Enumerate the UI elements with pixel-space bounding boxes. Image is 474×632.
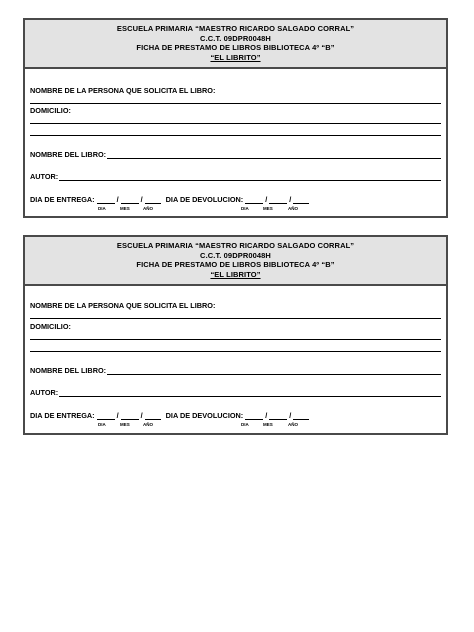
devolucion-dia-field[interactable] xyxy=(245,196,263,204)
autor-label: AUTOR: xyxy=(30,388,59,397)
devolucion-label: DIA DE DEVOLUCION: xyxy=(165,195,244,204)
solicitante-row xyxy=(30,300,441,310)
school-name: ESCUELA PRIMARIA “MAESTRO RICARDO SALGADO CORRAL” xyxy=(116,24,355,33)
date-separator: / xyxy=(116,411,119,420)
date-separator: / xyxy=(289,195,292,204)
entrega-dia-field[interactable] xyxy=(97,412,115,420)
devolucion-mes-field[interactable] xyxy=(269,196,287,204)
devolucion-dia-caption: DIA xyxy=(241,422,249,427)
form-title: FICHA DE PRESTAMO DE LIBROS BIBLIOTECA 4º “B” xyxy=(136,43,335,52)
domicilio-line-2[interactable] xyxy=(30,135,441,136)
entrega-anio-caption: AÑO xyxy=(143,422,153,427)
devolucion-anio-field[interactable] xyxy=(293,412,309,420)
devolucion-dia-field[interactable] xyxy=(245,412,263,420)
autor-row xyxy=(30,171,441,181)
card-body xyxy=(25,69,446,216)
date-separator: / xyxy=(140,411,143,420)
domicilio-line-1[interactable] xyxy=(30,123,441,124)
entrega-label: DIA DE ENTREGA: xyxy=(30,195,95,204)
date-separator: / xyxy=(289,411,292,420)
domicilio-label: DOMICILIO: xyxy=(30,106,71,115)
entrega-anio-caption: AÑO xyxy=(143,206,153,211)
entrega-mes-caption: MES xyxy=(120,206,130,211)
library-name: “EL LIBRITO” xyxy=(210,52,261,62)
entrega-dia-caption: DIA xyxy=(98,206,106,211)
entrega-dia-field[interactable] xyxy=(97,196,115,204)
autor-label: AUTOR: xyxy=(30,172,59,181)
entrega-anio-field[interactable] xyxy=(145,412,161,420)
dates-row xyxy=(30,410,309,420)
libro-row xyxy=(30,365,441,375)
libro-line[interactable] xyxy=(107,367,441,375)
card-header xyxy=(25,20,446,69)
domicilio-row xyxy=(30,321,441,331)
entrega-mes-field[interactable] xyxy=(121,196,139,204)
entrega-mes-field[interactable] xyxy=(121,412,139,420)
devolucion-anio-caption: AÑO xyxy=(288,206,298,211)
devolucion-mes-caption: MES xyxy=(263,422,273,427)
school-cct: C.C.T. 09DPR0048H xyxy=(200,250,271,260)
entrega-anio-field[interactable] xyxy=(145,196,161,204)
autor-line[interactable] xyxy=(59,389,441,397)
loan-card-1 xyxy=(23,18,448,218)
solicitante-row xyxy=(30,85,441,95)
solicitante-label: NOMBRE DE LA PERSONA QUE SOLICITA EL LIBRO: xyxy=(30,301,216,310)
date-separator: / xyxy=(265,411,268,420)
devolucion-dia-caption: DIA xyxy=(241,206,249,211)
entrega-label: DIA DE ENTREGA: xyxy=(30,411,95,420)
card-header xyxy=(25,237,446,286)
entrega-dia-caption: DIA xyxy=(98,422,106,427)
loan-card-2 xyxy=(23,235,448,435)
domicilio-label: DOMICILIO: xyxy=(30,322,71,331)
libro-label: NOMBRE DEL LIBRO: xyxy=(30,150,107,159)
date-separator: / xyxy=(116,195,119,204)
card-body xyxy=(25,286,446,433)
autor-row xyxy=(30,387,441,397)
dates-row xyxy=(30,194,309,204)
library-name: “EL LIBRITO” xyxy=(210,269,261,279)
devolucion-label: DIA DE DEVOLUCION: xyxy=(165,411,244,420)
autor-line[interactable] xyxy=(59,173,441,181)
entrega-mes-caption: MES xyxy=(120,422,130,427)
libro-label: NOMBRE DEL LIBRO: xyxy=(30,366,107,375)
domicilio-row xyxy=(30,105,441,115)
date-separator: / xyxy=(265,195,268,204)
devolucion-mes-field[interactable] xyxy=(269,412,287,420)
libro-line[interactable] xyxy=(107,151,441,159)
school-cct: C.C.T. 09DPR0048H xyxy=(200,33,271,43)
solicitante-label: NOMBRE DE LA PERSONA QUE SOLICITA EL LIBRO: xyxy=(30,86,216,95)
solicitante-line[interactable] xyxy=(30,318,441,319)
domicilio-line-1[interactable] xyxy=(30,339,441,340)
devolucion-anio-caption: AÑO xyxy=(288,422,298,427)
form-title: FICHA DE PRESTAMO DE LIBROS BIBLIOTECA 4º “B” xyxy=(136,260,335,269)
date-separator: / xyxy=(140,195,143,204)
devolucion-mes-caption: MES xyxy=(263,206,273,211)
devolucion-anio-field[interactable] xyxy=(293,196,309,204)
libro-row xyxy=(30,149,441,159)
solicitante-line[interactable] xyxy=(30,103,441,104)
domicilio-line-2[interactable] xyxy=(30,351,441,352)
school-name: ESCUELA PRIMARIA “MAESTRO RICARDO SALGADO CORRAL” xyxy=(116,241,355,250)
